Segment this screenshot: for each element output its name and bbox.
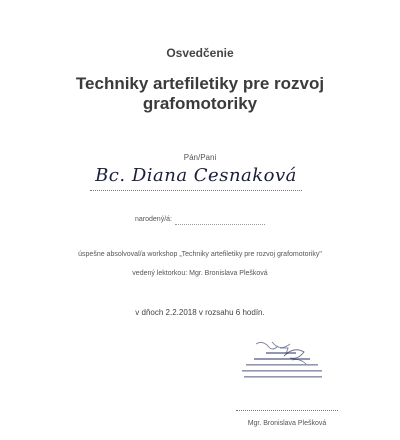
certificate-heading: Osvedčenie [166, 46, 234, 60]
signer-name: Mgr. Bronislava Plešková [247, 420, 327, 427]
born-dotted-line [175, 224, 265, 225]
stamp-graphic [232, 340, 334, 388]
stamp-image [232, 340, 334, 388]
name-dotted-line [90, 190, 302, 191]
title-line-1: Techniky artefiletiky pre rozvoj [75, 74, 325, 93]
completion-text: úspešne absolvoval/a workshop „Techniky artefiletiky pre rozvoj grafomotoriky" [78, 251, 322, 258]
born-label: narodený/á: [135, 216, 172, 223]
recipient-name-block [90, 165, 302, 195]
title-line-2: grafomotoriky [142, 94, 258, 113]
salutation: Pán/Pani [183, 153, 217, 162]
recipient-name: Bc. Diana Cesnaková [95, 165, 297, 186]
signature-dotted-line [236, 410, 338, 411]
lecturer-text: vedený lektorkou: Mgr. Bronislava Plešková [132, 270, 268, 277]
date-text: v dňoch 2.2.2018 v rozsahu 6 hodín. [135, 308, 265, 317]
certificate-title [0, 74, 400, 114]
